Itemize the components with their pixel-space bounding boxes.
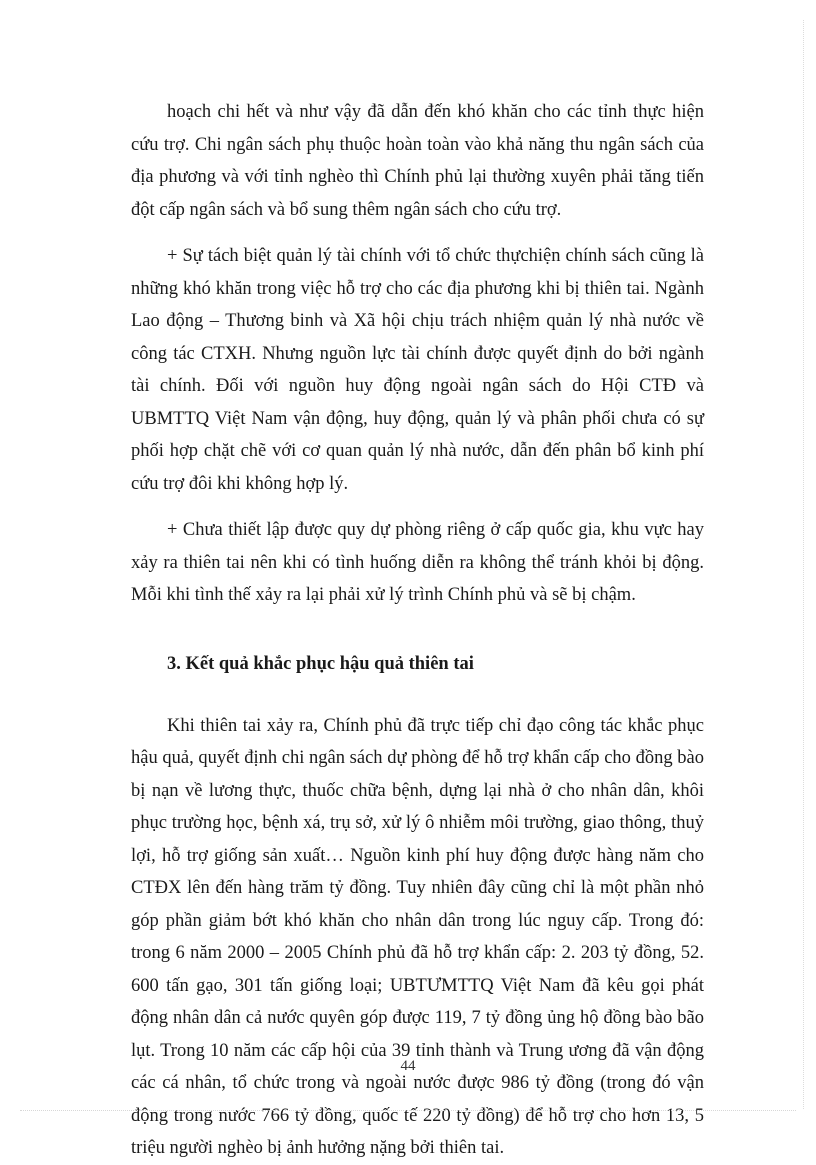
paragraph-disaster-results: Khi thiên tai xảy ra, Chính phủ đã trực tiếp chỉ đạo công tác khắc phục hậu quả, quyết định chi ngân sách dự phòng để hỗ trợ khẩn cấp cho đồng bào bị nạn về lương thực, thuốc chữa bệnh, dựng lại nhà ở cho nhân dân, khôi phục trường học, bệnh xá, trụ sở, xử lý ô nhiễm môi trường, giao thông, thuỷ lợi, hỗ trợ giống sản xuất… Nguồn kinh phí huy động được hàng năm cho CTĐX lên đến hàng trăm tỷ đồng. Tuy nhiên đây cũng chỉ là một phần nhỏ góp phần giảm bớt khó khăn cho nhân dân trong lúc nguy cấp. Trong đó: trong 6 năm 2000 – 2005 Chính phủ đã hỗ trợ khẩn cấp: 2. 203 tỷ đồng, 52. 600 tấn gạo, 301 tấn giống loại; UBTƯMTTQ Việt Nam đã kêu gọi phát động nhân dân cả nước quyên góp được 119, 7 tỷ đồng ủng hộ đồng bào bão lụt. Trong 10 năm các cấp hội của 39 tỉnh thành và Trung ương đã vận động các cá nhân, tổ chức trong và ngoài nước được 986 tỷ đồng (trong đó vận động trong nước 766 tỷ đồng, quốc tế 220 tỷ đồng) để hỗ trợ cho hơn 13, 5 triệu người nghèo bị ảnh hưởng nặng bởi thiên tai. — [131, 715, 704, 1158]
page-body — [131, 96, 704, 1165]
paragraph-budget-spending: hoạch chi hết và như vậy đã dẫn đến khó khăn cho các tỉnh thực hiện cứu trợ. Chi ngân sách phụ thuộc hoàn toàn vào khả năng thu ngân sách của địa phương và với tỉnh nghèo thì Chính phủ lại thường xuyên phải tăng tiến đột cấp ngân sách và bổ sung thêm ngân sách cho cứu trợ. — [131, 102, 704, 220]
page-bottom-border — [20, 1110, 796, 1111]
page-number: 44 — [400, 1058, 416, 1074]
paragraph-reserve-fund: + Chưa thiết lập được quy dự phòng riêng ở cấp quốc gia, khu vực hay xảy ra thiên tai nên khi có tình huống diễn ra không thể tránh khỏi bị động. Mỗi khi tình thế xảy ra lại phải xử lý trình Chính phủ và sẽ bị chậm. — [131, 520, 704, 605]
paragraph-financial-separation: + Sự tách biệt quản lý tài chính với tổ chức thựchiện chính sách cũng là những khó khăn trong việc hỗ trợ cho các địa phương khi bị thiên tai. Ngành Lao động – Thương binh và Xã hội chịu trách nhiệm quản lý nhà nước về công tác CTXH. Nhưng nguồn lực tài chính được quyết định do bởi ngành tài chính. Đối với nguồn huy động ngoài ngân sách do Hội CTĐ và UBMTTQ Việt Nam vận động, huy động, quản lý và phân phối chưa có sự phối hợp chặt chẽ với cơ quan quản lý nhà nước, dẫn đến phân bổ kinh phí cứu trợ đôi khi không hợp lý. — [131, 246, 704, 494]
page-right-border — [803, 20, 804, 1109]
section-heading: 3. Kết quả khắc phục hậu quả thiên tai — [167, 653, 474, 674]
